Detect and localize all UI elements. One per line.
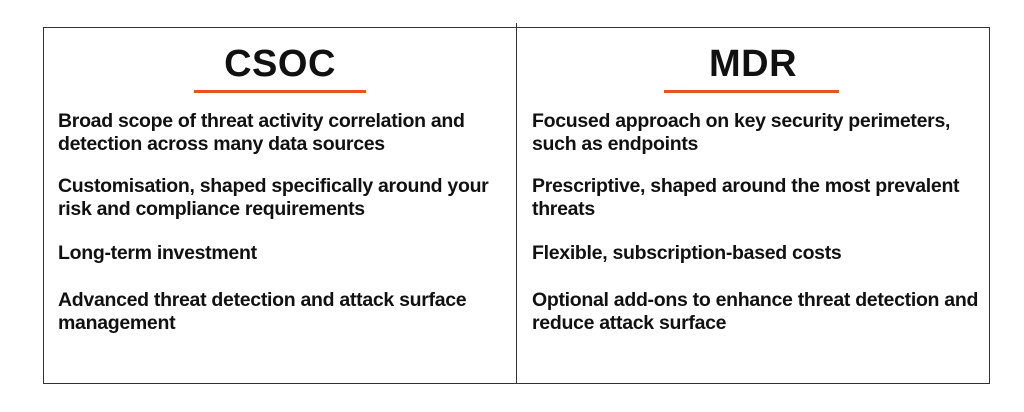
mdr-item-prescriptive: Prescriptive, shaped around the most prevalent threats bbox=[532, 175, 960, 220]
mdr-item-costs: Flexible, subscription-based costs bbox=[532, 242, 842, 264]
csoc-item-customisation: Customisation, shaped specifically around your risk and compliance requirements bbox=[58, 175, 489, 220]
column-divider bbox=[516, 23, 517, 384]
mdr-item-addons: Optional add-ons to enhance threat detection and reduce attack surface bbox=[532, 289, 979, 334]
csoc-item-scope: Broad scope of threat activity correlation and detection across many data sources bbox=[58, 110, 465, 155]
csoc-heading-underline bbox=[194, 90, 366, 93]
csoc-heading: CSOC bbox=[224, 43, 336, 85]
comparison-table bbox=[43, 27, 990, 384]
csoc-item-advanced-detection: Advanced threat detection and attack surface management bbox=[58, 289, 467, 334]
mdr-item-focused: Focused approach on key security perimeters, such as endpoints bbox=[532, 110, 951, 155]
csoc-item-investment: Long-term investment bbox=[58, 242, 257, 264]
mdr-heading-underline bbox=[664, 90, 839, 93]
mdr-heading: MDR bbox=[708, 43, 798, 85]
